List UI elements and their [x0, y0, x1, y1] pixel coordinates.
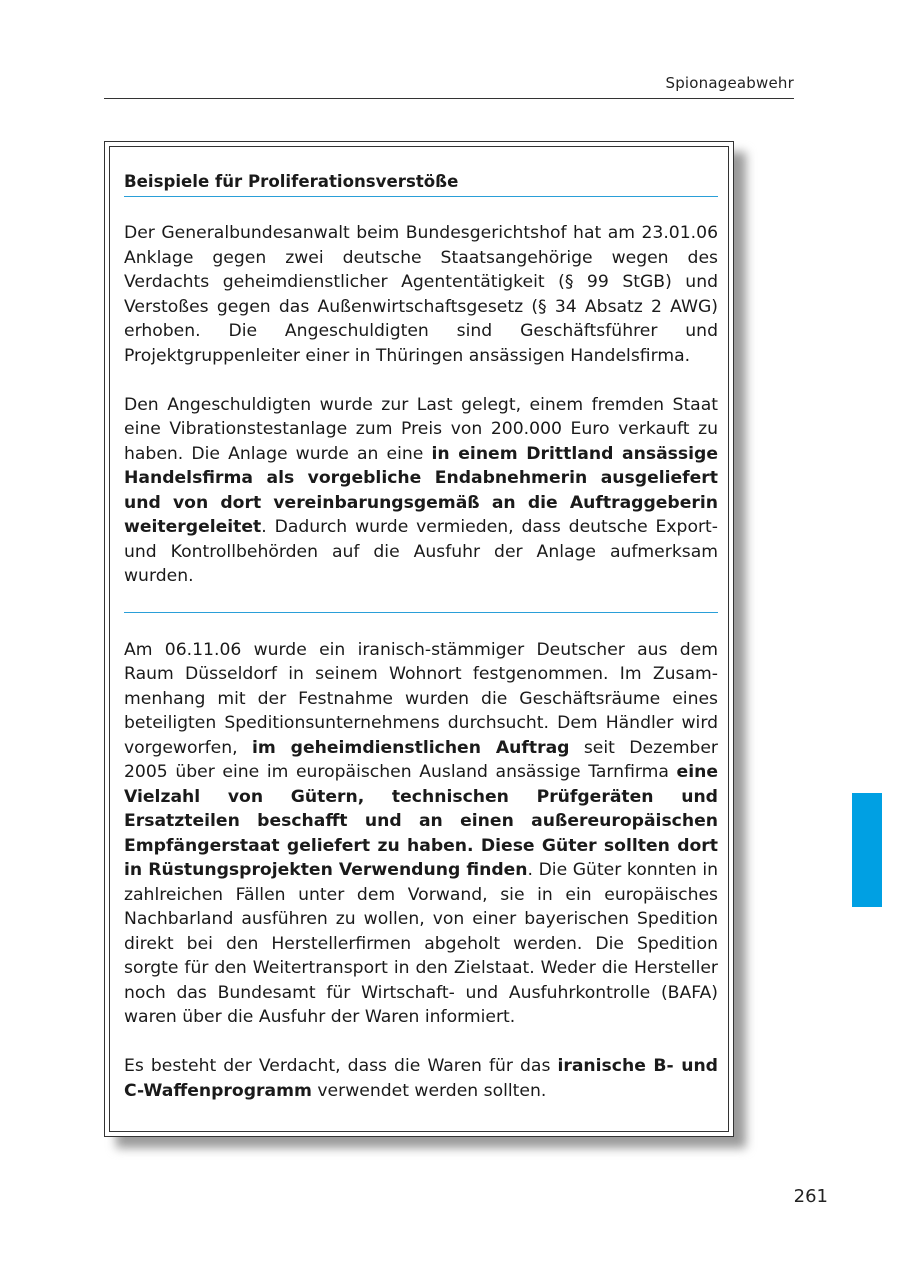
paragraph-4-bold: iranische B- und C-Waffenprogramm — [124, 1056, 718, 1101]
paragraph-2-bold: in einem Drittland ansässige Handelsfirma als vorgebliche Endabnehmerin ausgeliefert und von dort vereinbarungsgemäß an die Auftraggeberin weitergeleitet — [124, 443, 718, 537]
paragraph-1: Der Generalbundesanwalt beim Bundesgerichtshof hat am 23.01.06 Anklage gegen zwei deutsche Staatsangehörige wegen des Verdachts geheimdienstlicher Agententätigkeit (§ 99 StGB) und Verstoßes gegen das Außenwirtschaftsgesetz (§ 34 Absatz 2 AWG) erhoben. Die Angeschuldigten sind Geschäftsführer und Projektgruppenleiter einer in Thüringen ansässigen Handelsfirma. — [124, 223, 718, 366]
paragraph-3 — [124, 638, 718, 1030]
paragraph-3-text-e: . Die Güter konnten in zahlreichen Fällen unter dem Vorwand, sie in ein europäisches Nachbarland ausführen zu wollen, von einer bayerischen Spedition direkt bei den Herstellerfirmen abgeholt werden. Die Spedition sorgte für den Weitertransport in den Zielstaat. Weder die Hersteller noch das Bundesamt für Wirtschaft- und Ausfuhrkontrolle (BAFA) waren über die Ausfuhr der Waren informiert. — [124, 860, 718, 1027]
page-number: 261 — [793, 1186, 828, 1207]
box-content — [124, 170, 718, 1103]
header-rule — [104, 98, 794, 99]
box-title: Beispiele für Proliferationsverstöße — [124, 170, 718, 197]
paragraph-2-text-c: . Dadurch wurde vermieden, dass deutsche Export- und Kontrollbehörden auf die Ausfuhr der Anlage aufmerksam wurden. — [124, 517, 718, 586]
paragraph-2 — [124, 393, 718, 589]
paragraph-3-bold-d: eine Vielzahl von Gütern, technischen Prüfgeräten und Ersatzteilen beschafft und an einen außereuropäischen Empfängerstaat geliefert zu haben. Diese Güter sollten dort in Rüstungsprojekten Verwendung finden — [124, 762, 718, 880]
chapter-thumb-tab — [852, 793, 882, 907]
paragraph-4-text-a: Es besteht der Verdacht, dass die Waren für das — [124, 1056, 558, 1076]
paragraph-3-text-a: Am 06.11.06 wurde ein iranisch-stämmiger Deutscher aus dem Raum Düsseldorf in seinem Wohnort festgenommen. Im Zusammenhang mit der Festnahme wurden die Geschäftsräume eines beteiligten Speditionsunternehmens durchsucht. Dem Händler wird vorgeworfen, — [124, 639, 718, 758]
section-separator — [124, 612, 718, 613]
paragraph-4 — [124, 1054, 718, 1103]
paragraph-2-text-a: Den Angeschuldigten wurde zur Last gelegt, einem fremden Staat eine Vibrationstestanlage zum Preis von 200.000 Euro verkauft zu haben. Die Anlage wurde an eine — [124, 394, 718, 464]
paragraph-3-text-c: seit Dezember 2005 über eine im europäischen Ausland ansässige Tarnfirma — [124, 737, 718, 782]
paragraph-3-bold-b: im geheimdienstlichen Auftrag — [251, 737, 570, 758]
running-head: Spionageabwehr — [665, 74, 794, 92]
paragraph-4-text-c: verwendet werden sollten. — [311, 1080, 547, 1101]
